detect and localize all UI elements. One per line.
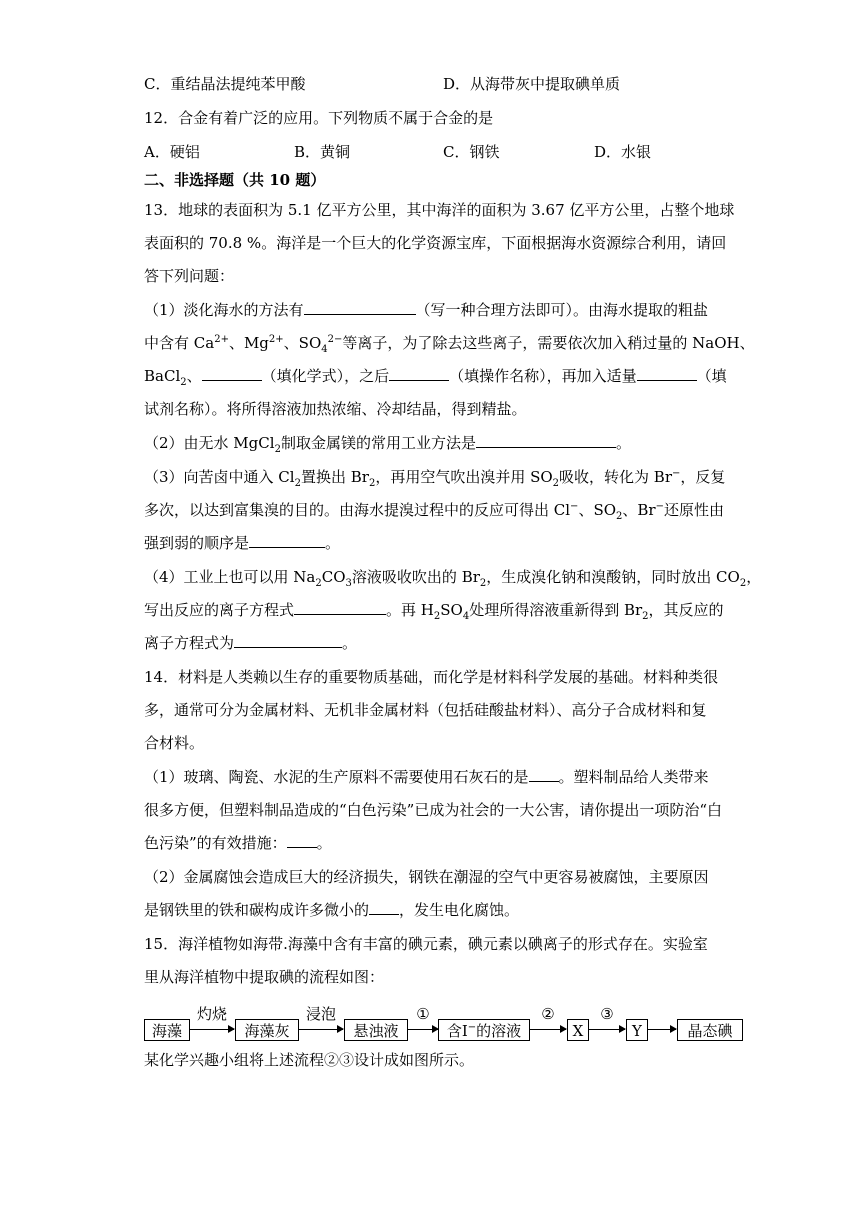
q12-option-a: A．硬铝 (144, 143, 200, 161)
answer-blank (529, 767, 559, 782)
q15-after-flow: 某化学兴趣小组将上述流程②③设计成如图所示。 (144, 1051, 475, 1069)
q13-part1-line3: BaCl$_2$、 （填化学式），之后 （填操作名称），再加入适量 （填 (144, 367, 727, 388)
flow-arrow (299, 1029, 343, 1030)
answer-blank (234, 633, 342, 648)
section-heading: 二、非选择题（共 10 题） (144, 171, 326, 189)
answer-blank (389, 366, 449, 381)
flow-box-crystal-iodine: 晶态碘 (677, 1019, 743, 1041)
q13-part4-line1: （4）工业上也可以用 $Na_2CO_3$溶液吸收吹出的 $Br_2$，生成溴化钠和溴酸钠，同时放出 $CO_2$， (144, 568, 762, 589)
answer-blank (287, 833, 317, 848)
answer-blank (294, 600, 386, 615)
q13-part4-line3: 离子方程式为 。 (144, 634, 358, 652)
flow-box-ash: 海藻灰 (235, 1019, 299, 1041)
flow-label-step1: ① (416, 1005, 430, 1023)
flow-box-seaweed: 海藻 (144, 1019, 190, 1041)
q12-option-b: B．黄铜 (294, 143, 351, 161)
q14-part1-line3: 色污染”的有效措施： 。 (144, 834, 332, 852)
q14-part1-line2: 很多方便，但塑料制品造成的“白色污染”已成为社会的一大公害，请你提出一项防治“白 (144, 801, 723, 819)
q14-line-1: 14．材料是人类赖以生存的重要物质基础，而化学是材料科学发展的基础。材料种类很 (144, 668, 719, 686)
q12-option-d: D．水银 (594, 143, 652, 161)
flow-box-suspension: 悬浊液 (344, 1019, 408, 1041)
q12-option-c: C．钢铁 (443, 143, 500, 161)
q13-part4-line2: 写出反应的离子方程式 。再 $H_2SO_4$处理所得溶液重新得到 $Br_2$，其反应的 (144, 601, 724, 622)
q13-part3-line3: 强到弱的顺序是 。 (144, 534, 341, 552)
answer-blank (249, 533, 325, 548)
flow-arrow (408, 1029, 438, 1030)
answer-blank (637, 366, 697, 381)
flow-box-x: X (567, 1019, 589, 1041)
q13-part1-line1: （1）淡化海水的方法有 （写一种合理方法即可）。由海水提取的粗盐 (144, 301, 709, 319)
q14-part2-line1: （2）金属腐蚀会造成巨大的经济损失，钢铁在潮湿的空气中更容易被腐蚀，主要原因 (144, 868, 709, 886)
q11-option-d: D．从海带灰中提取碘单质 (443, 75, 621, 93)
flow-label-soak: 浸泡 (305, 1005, 336, 1023)
q14-part1-line1: （1）玻璃、陶瓷、水泥的生产原料不需要使用石灰石的是 。塑料制品给人类带来 (144, 768, 709, 786)
answer-blank (369, 900, 399, 915)
flow-label-burn: 灼烧 (196, 1005, 227, 1023)
q14-line-3: 合材料。 (144, 734, 205, 752)
q13-line-2: 表面积的 70.8 %。海洋是一个巨大的化学资源宝库，下面根据海水资源综合利用，请回 (144, 234, 727, 252)
q13-part3-line1: （3）向苦卤中通入 $Cl_2$置换出 $Br_2$，再用空气吹出溴并用 $SO_2$吸收，转化为 Br−，反复 (144, 468, 726, 489)
flow-arrow (648, 1029, 676, 1030)
flow-box-y: Y (626, 1019, 648, 1041)
q15-line-1: 15．海洋植物如海带.海藻中含有丰富的碘元素，碘元素以碘离子的形式存在。实验室 (144, 935, 708, 953)
flow-label-step3: ③ (600, 1005, 614, 1023)
flow-label-step2: ② (541, 1005, 555, 1023)
answer-blank (304, 300, 416, 315)
flow-arrow (190, 1029, 234, 1030)
q13-part1-line4: 试剂名称）。将所得溶液加热浓缩、冷却结晶，得到精盐。 (144, 400, 527, 418)
q13-line-3: 答下列问题： (144, 267, 235, 285)
q12-stem: 12．合金有着广泛的应用。下列物质不属于合金的是 (144, 109, 494, 127)
q13-part1-line2: 中含有 $Ca^{2+}$、$Mg^{2+}$、$SO_4^{2-}$等离子，为了除去这些离子，需要依次加入稍过量的 NaOH、 (144, 334, 755, 355)
flow-box-iodide-solution: 含I−的溶液 (438, 1019, 530, 1041)
answer-blank (202, 366, 262, 381)
q11-option-c: C．重结晶法提纯苯甲酸 (144, 75, 306, 93)
q13-part3-line2: 多次，以达到富集溴的目的。由海水提溴过程中的反应可得出 Cl−、$SO_2$、Br−还原性由 (144, 501, 724, 522)
q13-line-1: 13．地球的表面积为 5.1 亿平方公里，其中海洋的面积为 3.67 亿平方公里，占整个地球 (144, 201, 735, 219)
iodine-extraction-flow (144, 1005, 744, 1051)
q14-part2-line2: 是钢铁里的铁和碳构成许多微小的 ，发生电化腐蚀。 (144, 901, 520, 919)
answer-blank (476, 433, 616, 448)
flow-arrow (589, 1029, 625, 1030)
q14-line-2: 多，通常可分为金属材料、无机非金属材料（包括硅酸盐材料）、高分子合成材料和复 (144, 701, 707, 719)
q13-part2: （2）由无水 MgCl$_2$制取金属镁的常用工业方法是 。 (144, 434, 631, 455)
flow-arrow (530, 1029, 566, 1030)
q15-line-2: 里从海洋植物中提取碘的流程如图： (144, 968, 385, 986)
